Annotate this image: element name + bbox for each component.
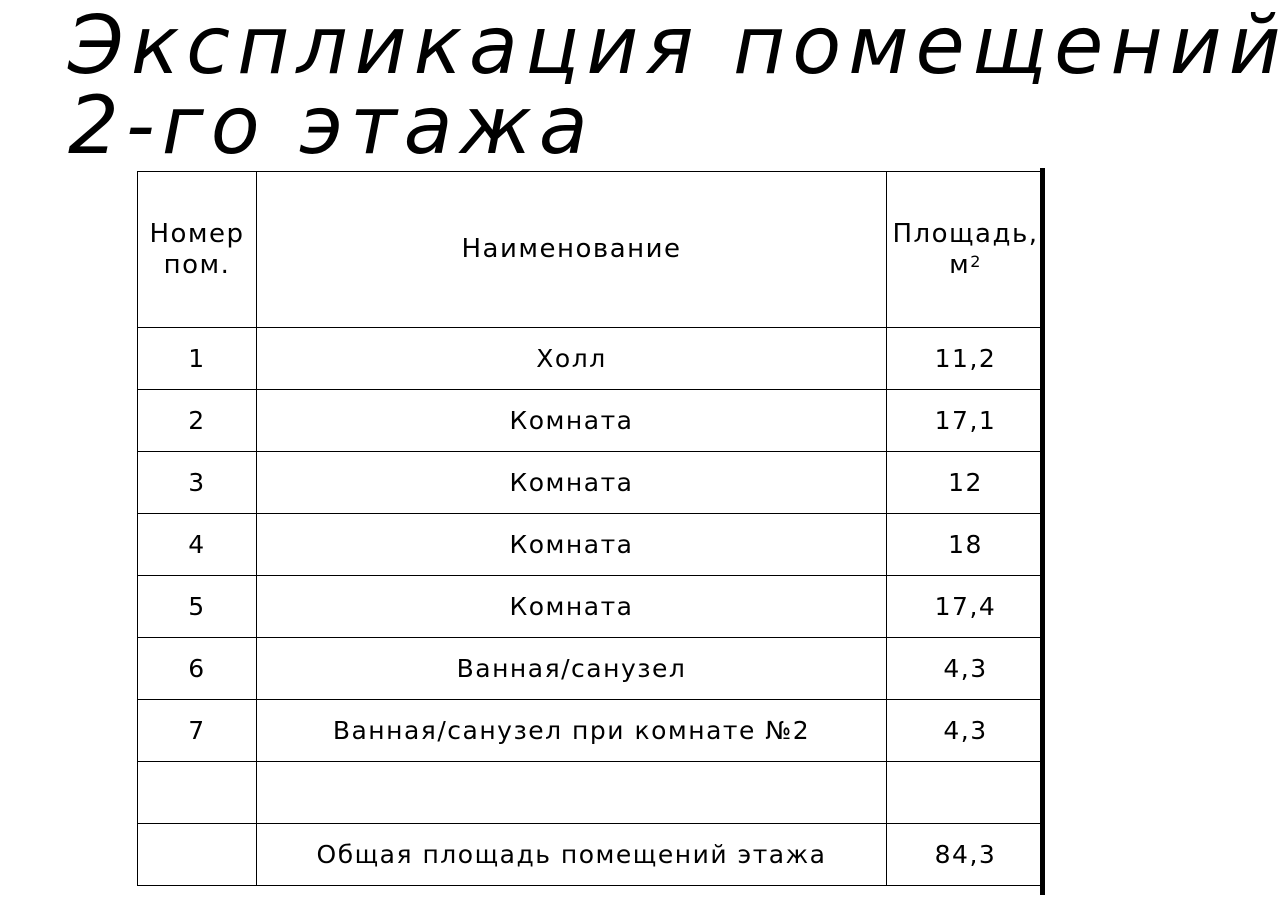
header-area-label: Площадь, м (892, 218, 1039, 280)
table-row (138, 576, 1045, 638)
room-number: 1 (138, 328, 257, 390)
table-total-row (138, 824, 1045, 886)
header-name: Наименование (257, 172, 887, 328)
room-area: 4,3 (887, 700, 1045, 762)
room-number: 4 (138, 514, 257, 576)
room-name: Комната (257, 576, 887, 638)
room-area: 18 (887, 514, 1045, 576)
room-name: Ванная/санузел (257, 638, 887, 700)
total-area: 84,3 (887, 824, 1045, 886)
room-name (257, 762, 887, 824)
table-row (138, 700, 1045, 762)
table-row (138, 328, 1045, 390)
room-name: Холл (257, 328, 887, 390)
table-header-row (138, 172, 1045, 328)
room-area: 12 (887, 452, 1045, 514)
room-name: Комната (257, 514, 887, 576)
table-row (138, 390, 1045, 452)
room-name: Комната (257, 390, 887, 452)
rooms-table-container (137, 171, 1046, 896)
title-line-2: 2-го этажа (68, 79, 595, 172)
room-number (138, 762, 257, 824)
room-name: Ванная/санузел при комнате №2 (257, 700, 887, 762)
total-number-cell (138, 824, 257, 886)
total-label: Общая площадь помещений этажа (257, 824, 887, 886)
room-number: 7 (138, 700, 257, 762)
table-row (138, 452, 1045, 514)
header-area (887, 172, 1045, 328)
room-area: 17,4 (887, 576, 1045, 638)
room-number: 2 (138, 390, 257, 452)
title-line-1: Экспликация помещений (68, 0, 1288, 92)
room-number: 5 (138, 576, 257, 638)
room-area: 17,1 (887, 390, 1045, 452)
page-title (68, 0, 1288, 172)
header-number: Номер пом. (138, 172, 257, 328)
table-row (138, 514, 1045, 576)
table-row (138, 638, 1045, 700)
room-number: 3 (138, 452, 257, 514)
table-frame-thick-border (1040, 168, 1045, 895)
rooms-table (137, 171, 1045, 886)
header-area-unit: 2 (970, 251, 982, 271)
table-row-empty (138, 762, 1045, 824)
room-number: 6 (138, 638, 257, 700)
room-name: Комната (257, 452, 887, 514)
room-area (887, 762, 1045, 824)
room-area: 11,2 (887, 328, 1045, 390)
room-area: 4,3 (887, 638, 1045, 700)
